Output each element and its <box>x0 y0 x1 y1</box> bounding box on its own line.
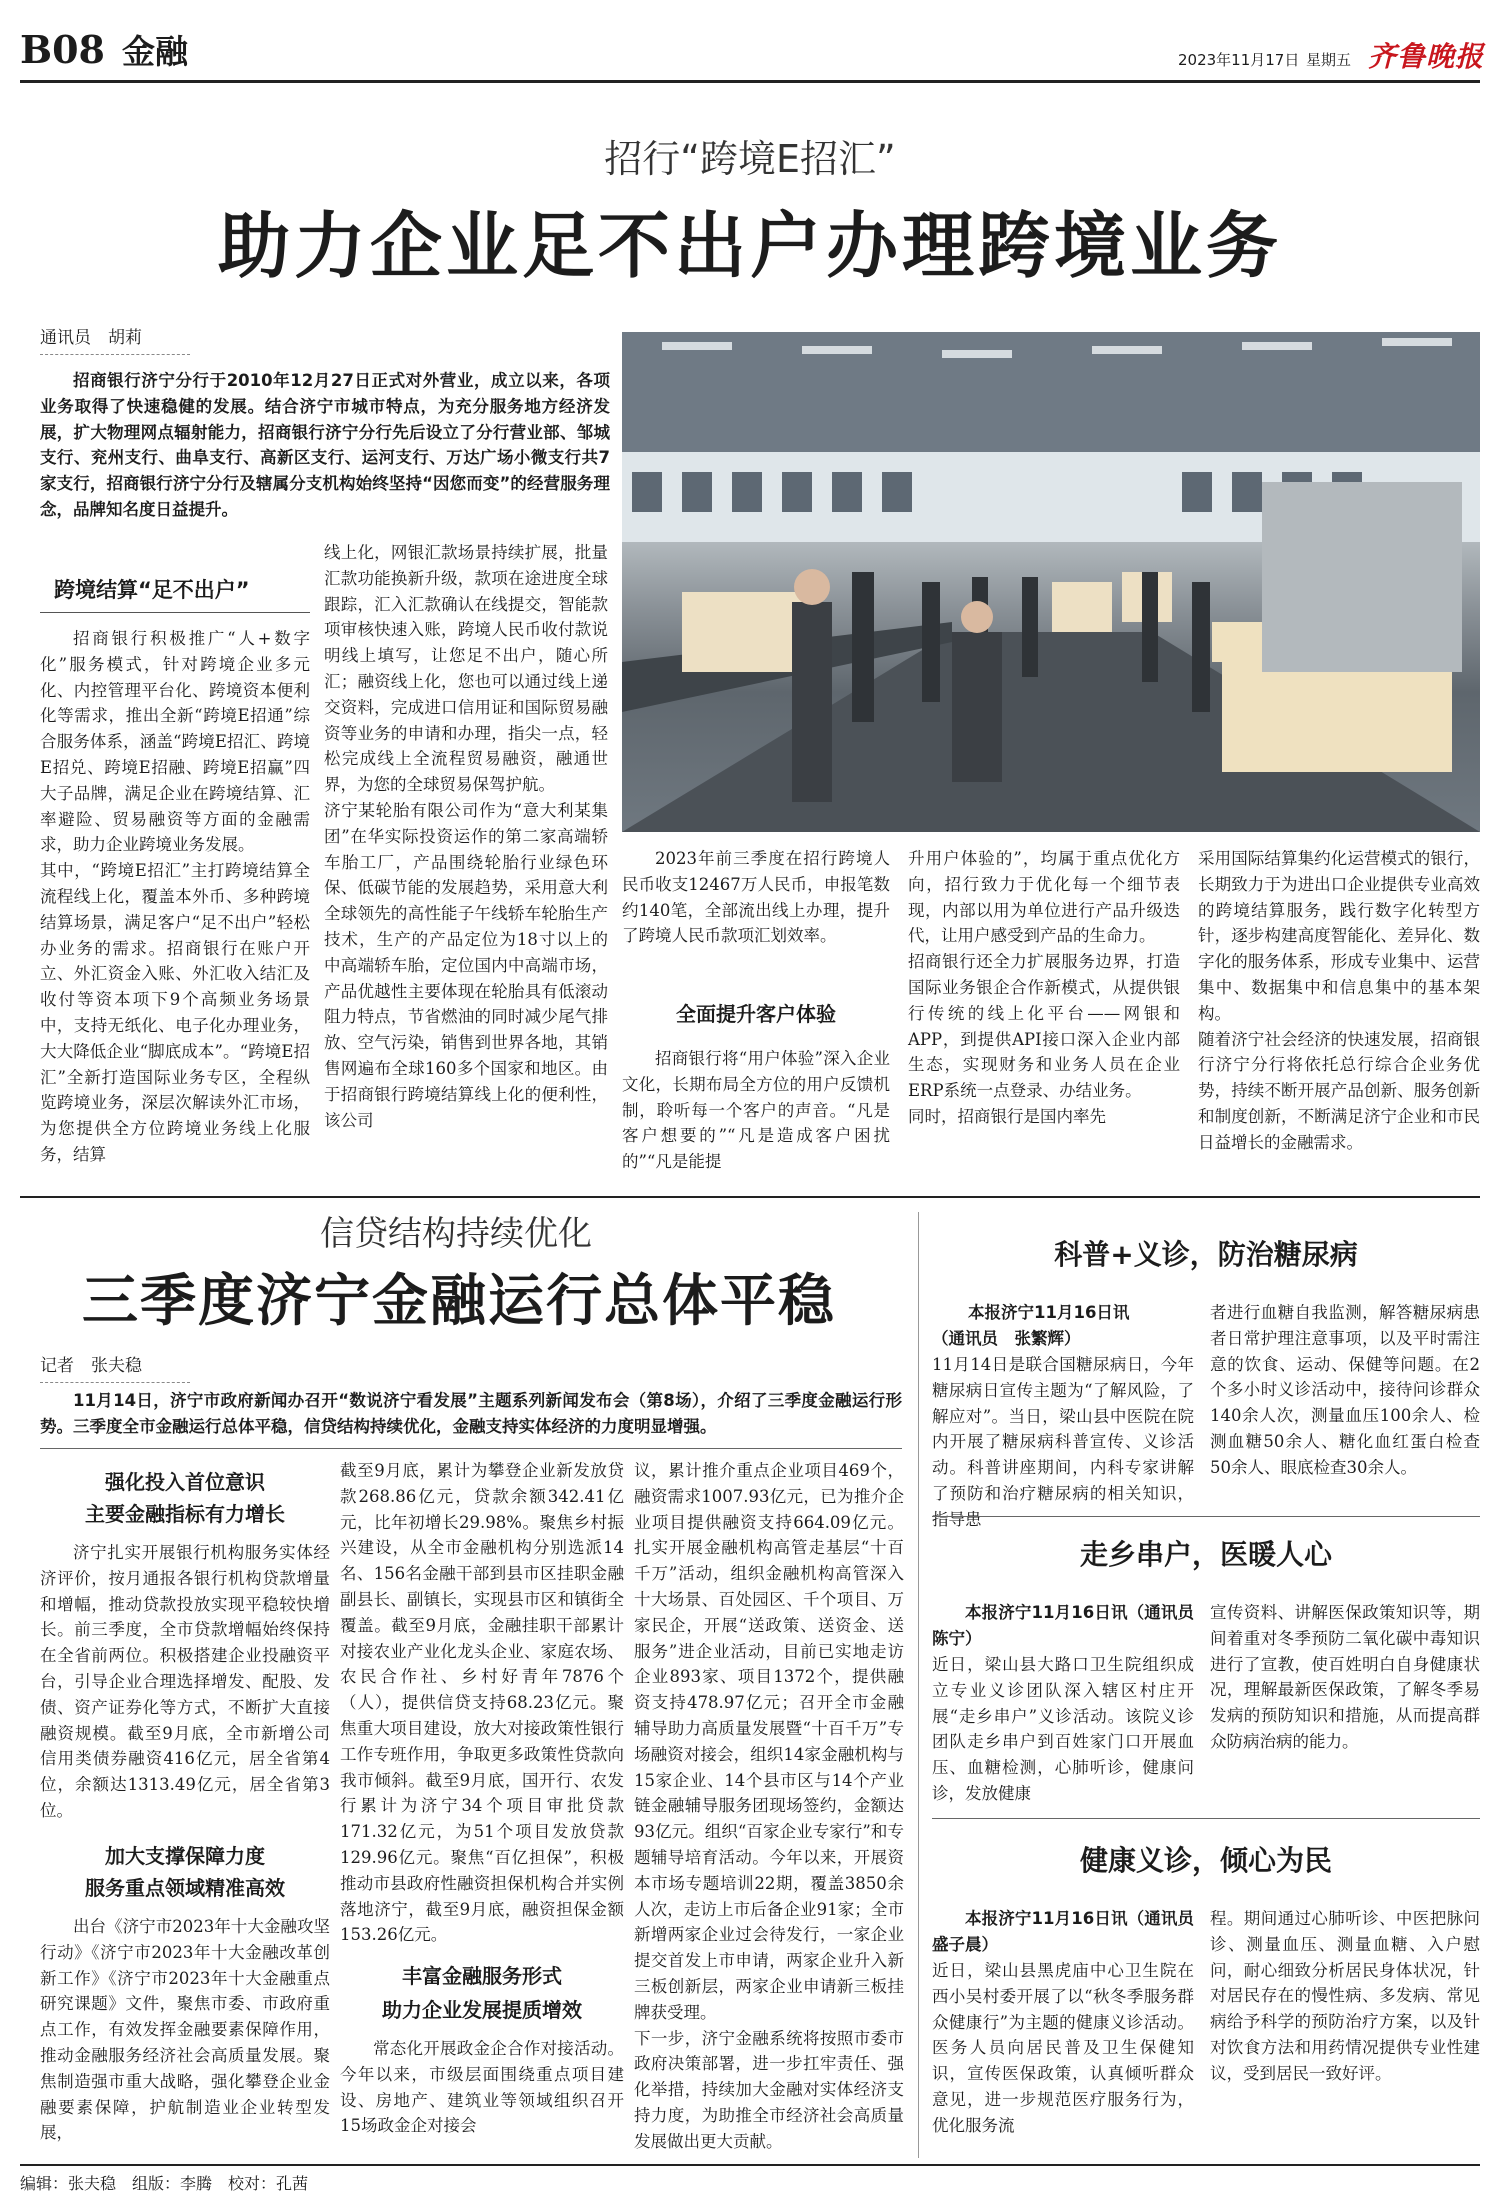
section-name: 金融 <box>122 32 188 71</box>
article5-leadtag: 本报济宁11月16日讯（通讯员 盛子晨） <box>932 1909 1211 1954</box>
footer-rule <box>20 2164 1480 2166</box>
article1-bottom-rule <box>20 1196 1480 1198</box>
article3-col1: 11月14日是联合国糖尿病日，今年糖尿病日宣传主题为“了解风险，了解应对”。当日，梁山县中医院在院内开展了糖尿病科普宣传、义诊活动。科普讲座期间，内科专家讲解了预防和治疗糖尿病的相关知识，指导患 <box>932 1355 1194 1529</box>
masthead-logo: 齐鲁晚报 <box>1368 40 1485 73</box>
factory-photo <box>622 332 1480 832</box>
article2-sub1b: 主要金融指标有力增长 <box>85 1502 285 1526</box>
factory-photo-drawing <box>622 332 1480 832</box>
article1-kicker: 招行“跨境E招汇” <box>604 137 896 181</box>
issue-date: 2023年11月17日 <box>1178 51 1300 69</box>
article2-title: 三季度济宁金融运行总体平稳 <box>82 1269 836 1334</box>
article1-lead: 招商银行济宁分行于2010年12月27日正式对外营业，成立以来，各项业务取得了快速稳健的发展。结合济宁市城市特点，为充分服务地方经济发展，扩大物理网点辐射能力，招商银行济宁分行先后设立了分行营业部、邹城支行、兖州支行、曲阜支行、高新区支行、运河支行、万达广场小微支行共7家支行，招商银行济宁分行及辖属分支机构始终坚持“因您而变”的经营服务理念，品牌知名度日益提升。 <box>40 371 610 519</box>
article3-col2: 者进行血糖自我监测，解答糖尿病患者日常护理注意事项，以及平时需注意的饮食、运动、保健等问题。在2个多小时义诊活动中，接待问诊群众140余人次，测量血压100余人、检测血糖50余人、糖化血红蛋白检查50余人、眼底检查30余人。 <box>1210 1303 1480 1477</box>
article4-title: 走乡串户，医暖人心 <box>1079 1538 1332 1571</box>
article2-col2b: 常态化开展政金企合作对接活动。今年以来，市级层面围绕重点项目建设、房地产、建筑业等领域组织召开15场政金企对接会 <box>340 2039 624 2136</box>
article3-leadtag: 本报济宁11月16日讯 <box>968 1303 1130 1322</box>
article1-col2: 线上化，网银汇款场景持续扩展，批量汇款功能换新升级，款项在途进度全球跟踪，汇入汇款确认在线提交，智能款项审核快速入账，跨境人民币收付款说明线上填写，让您足不出户，随心所汇；融资线上化，您也可以通过线上递交资料，完成进口信用证和国际贸易融资等业务的申请和办理，指尖一点，轻松完成线上全流程贸易融资，融通世界，为您的全球贸易保驾护航。 济宁某轮胎有限公司作为“意大利某集团”在华实际投资运作的第二家高端轿车胎工厂，产品围绕轮胎行业绿色环保、低碳节能的发展趋势，采用意大利全球领先的高性能子午线轿车轮胎生产技术，生产的产品定位为18寸以上的中高端轿车胎，定位国内中高端市场，产品优越性主要体现在轮胎具有低滚动阻力特点，节省燃油的同时减少尾气排放、空气污染，销售到世界各地，其销售网遍布全球160多个国家和地区。由于招商银行跨境结算线上化的便利性，该公司 <box>324 543 608 1130</box>
article5-title: 健康义诊，倾心为民 <box>1079 1844 1332 1877</box>
article5-col2: 程。期间通过心肺听诊、中医把脉问诊、测量血压、测量血糖、入户慰问，耐心细致分析居民身体状况，针对居民存在的慢性病、多发病、常见病给予科学的预防治疗方案，以及针对饮食方法和用药情况提供专业性建议，受到居民一致好评。 <box>1210 1909 1480 2083</box>
column-divider <box>918 1212 919 2158</box>
article4-leadtag: 本报济宁11月16日讯（通讯员 陈宁） <box>932 1603 1211 1648</box>
article2-col1b: 出台《济宁市2023年十大金融攻坚行动》《济宁市2023年十大金融改革创新工作》《济宁市2023年十大金融重点研究课题》文件，聚焦市委、市政府重点工作，有效发挥金融要素保障作用，推动金融服务经济社会高质量发展。聚焦制造强市重大战略，强化攀登企业金融要素保障，护航制造业企业转型发展， <box>40 1917 330 2143</box>
article1-sub2: 全面提升客户体验 <box>676 1002 836 1026</box>
article3-title: 科普+义诊，防治糖尿病 <box>1054 1238 1358 1271</box>
article2-sub3b: 助力企业发展提质增效 <box>382 1998 582 2022</box>
article2-col1: 济宁扎实开展银行机构服务实体经济评价，按月通报各银行机构贷款增量和增幅，推动贷款投放实现平稳较快增长。前三季度，全市贷款增幅始终保持在全省前两位。积极搭建企业投融资平台，引导企业合理选择增发、配股、发债、资产证券化等方式，不断扩大直接融资规模。截至9月底，全市新增公司信用类债券融资416亿元，居全省第4位，余额达1313.49亿元，居全省第3位。 <box>40 1543 330 1820</box>
page-number: B08 <box>20 27 105 72</box>
article2-kicker: 信贷结构持续优化 <box>320 1214 592 1254</box>
article2-sub3a: 丰富金融服务形式 <box>402 1964 562 1988</box>
article1-col1: 招商银行积极推广“人+数字化”服务模式，针对跨境企业多元化、内控管理平台化、跨境资本便利化等需求，推出全新“跨境E招通”综合服务体系，涵盖“跨境E招汇、跨境E招兑、跨境E招融、跨境E招赢”四大子品牌，满足企业在跨境结算、汇率避险、贸易融资等方面的金融需求，助力企业跨境业务发展。 其中，“跨境E招汇”主打跨境结算全流程线上化，覆盖本外币、多种跨境结算场景，满足客户“足不出户”轻松办业务的需求。招商银行在账户开立、外汇资金入账、外汇收入结汇及收付等资本项下9个高频业务场景中，支持无纸化、电子化办理业务，大大降低企业“脚底成本”。“跨境E招汇”全新打造国际业务专区，全程纵览跨境业务，深层次解读外汇市场，为您提供全方位跨境业务线上化服务，结算 <box>40 629 310 1164</box>
article2-lead-rule <box>40 1448 902 1449</box>
article2-col2: 截至9月底，累计为攀登企业新发放贷款268.86亿元，贷款余额342.41亿元，比年初增长29.98%。聚焦乡村振兴建设，从全市金融机构分别选派14名、156名金融干部到县市区挂职金融副县长、副镇长，实现县市区和镇街全覆盖。截至9月底，金融挂职干部累计对接农业产业化龙头企业、家庭农场、农民合作社、乡村好青年7876个（人），提供信贷支持68.23亿元。聚焦重大项目建设，放大对接政策性银行工作专班作用，争取更多政策性贷款向我市倾斜。截至9月底，国开行、农发行累计为济宁34个项目审批贷款171.32亿元，为51个项目发放贷款129.96亿元。聚焦“百亿担保”，积极推动市县政府性融资担保机构合并实例落地济宁，截至9月底，融资担保金额153.26亿元。 <box>340 1461 624 1945</box>
article3-reporter: （通讯员 张繁辉） <box>932 1329 1081 1348</box>
sub1-rule <box>40 612 310 613</box>
byline2-rule <box>40 1382 190 1383</box>
article4-col2: 宣传资料、讲解医保政策知识等，期间着重对冬季预防二氧化碳中毒知识进行了宣教，使百姓明白自身健康状况，理解最新医保政策，了解冬季易发病的预防知识和措施，从而提高群众防病治病的能力。 <box>1210 1603 1480 1751</box>
article1-title: 助力企业足不出户办理跨境业务 <box>217 203 1282 288</box>
footer-credits: 编辑：张夫稳 组版：李腾 校对：孔茜 <box>20 2174 309 2193</box>
article1-col5: 采用国际结算集约化运营模式的银行，长期致力于为进出口企业提供专业高效的跨境结算服务，践行数字化转型方针，逐步构建高度智能化、差异化、数字化的服务体系，形成专业集中、运营集中、数据集中和信息集中的基本架构。 随着济宁社会经济的快速发展，招商银行济宁分行将依托总行综合企业务优势，持续不断开展产品创新、服务创新和制度创新，不断满足济宁企业和市民日益增长的金融需求。 <box>1198 849 1480 1152</box>
article4-rule <box>932 1818 1480 1819</box>
article2-sub2b: 服务重点领域精准高效 <box>85 1876 285 1900</box>
byline-rule <box>40 354 190 355</box>
article2-col3: 议，累计推介重点企业项目469个，融资需求1007.93亿元，已为推介企业项目提供融资支持664.09亿元。扎实开展金融机构高管走基层“十百千万”活动，组织金融机构高管深入十大场景、百处园区、千个项目、万家民企，开展“送政策、送资金、送服务”进企业活动，目前已实地走访企业893家、项目1372个，提供融资支持478.97亿元；召开全市金融辅导助力高质量发展暨“十百千万”专场融资对接会，组织14家金融机构与15家企业、14个县市区与14个产业链金融辅导服务团现场签约，金额达93亿元。组织“百家企业专家行”和专题辅导培育活动。今年以来，开展资本市场专题培训22期，覆盖3850余人次，走访上市后备企业91家；全市新增两家企业过会待发行，一家企业提交首发上市申请，两家企业升入新三板创新层，两家企业申请新三板挂牌获受理。 下一步，济宁金融系统将按照市委市政府决策部署，进一步扛牢责任、强化举措，持续加大金融对实体经济支持力度，为助推全市经济社会高质量发展做出更大贡献。 <box>634 1461 904 2151</box>
article2-lead: 11月14日，济宁市政府新闻办召开“数说济宁看发展”主题系列新闻发布会（第8场），介绍了三季度金融运行形势。三季度全市金融运行总体平稳，信贷结构持续优化，金融支持实体经济的力度明显增强。 <box>40 1391 902 1436</box>
article2-sub1a: 强化投入首位意识 <box>105 1470 265 1494</box>
article1-byline: 通讯员 胡莉 <box>40 328 142 348</box>
article5-col1: 近日，梁山县黑虎庙中心卫生院在西小吴村委开展了以“秋冬季服务群众健康行”为主题的健康义诊活动。医务人员向居民普及卫生保健知识，宣传医保政策，认真倾听群众意见，进一步规范医疗服务行为，优化服务流 <box>932 1961 1194 2135</box>
article4-col1: 近日，梁山县大路口卫生院组织成立专业义诊团队深入辖区村庄开展“走乡串户”义诊活动。该院义诊团队走乡串户到百姓家门口开展血压、血糖检测，心肺听诊，健康问诊，发放健康 <box>932 1655 1194 1803</box>
article1-col3: 2023年前三季度在招行跨境人民币收支12467万人民币，申报笔数约140笔，全部流出线上办理，提升了跨境人民币款项汇划效率。 <box>622 849 890 946</box>
article2-sub2a: 加大支撑保障力度 <box>105 1844 265 1868</box>
article1-sub1: 跨境结算“足不出户” <box>54 578 250 602</box>
article2-byline: 记者 张夫稳 <box>40 1356 142 1376</box>
article1-col3b: 招商银行将“用户体验”深入企业文化，长期布局全方位的用户反馈机制，聆听每一个客户的声音。“凡是客户想要的”“凡是造成客户困扰的”“凡是能提 <box>622 1049 890 1172</box>
article3-rule <box>932 1516 1480 1517</box>
header-rule <box>20 80 1480 83</box>
issue-weekday: 星期五 <box>1306 51 1352 69</box>
article1-col4: 升用户体验的”，均属于重点优化方向，招行致力于优化每一个细节表现，内部以用为单位进行产品升级迭代，让用户感受到产品的生命力。 招商银行还全力扩展服务边界，打造国际业务银企合作新模式，从提供银行传统的线上化平台——网银和APP，到提供API接口深入企业内部生态，实现财务和业务人员在企业ERP系统一点登录、办结业务。 同时，招商银行是国内率先 <box>908 849 1180 1126</box>
